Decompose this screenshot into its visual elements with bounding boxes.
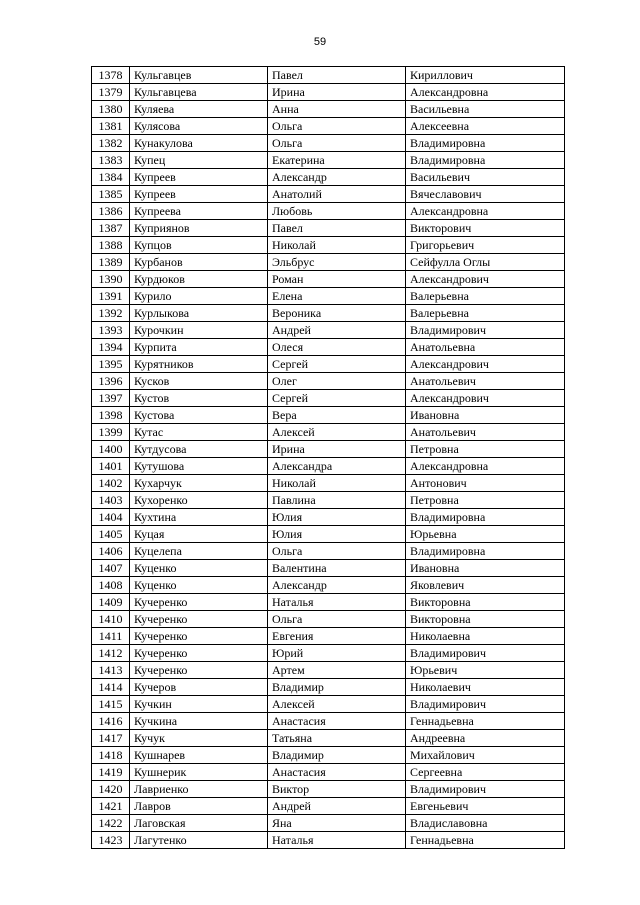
first-name-cell: Павел: [268, 220, 406, 237]
patronymic-cell: Васильевна: [406, 101, 565, 118]
table-row: [92, 730, 565, 747]
table-row: [92, 390, 565, 407]
table-row: [92, 798, 565, 815]
row-number-cell: 1416: [92, 713, 130, 730]
row-number-cell: 1403: [92, 492, 130, 509]
table-row: [92, 101, 565, 118]
row-number-cell: 1380: [92, 101, 130, 118]
table-row: [92, 628, 565, 645]
last-name-cell: Купцов: [130, 237, 268, 254]
row-number-cell: 1407: [92, 560, 130, 577]
last-name-cell: Кухтина: [130, 509, 268, 526]
patronymic-cell: Александрович: [406, 271, 565, 288]
patronymic-cell: Александровна: [406, 84, 565, 101]
last-name-cell: Кучеренко: [130, 662, 268, 679]
table-row: [92, 764, 565, 781]
first-name-cell: Павлина: [268, 492, 406, 509]
row-number-cell: 1390: [92, 271, 130, 288]
first-name-cell: Яна: [268, 815, 406, 832]
last-name-cell: Курятников: [130, 356, 268, 373]
table-row: [92, 560, 565, 577]
first-name-cell: Александр: [268, 577, 406, 594]
first-name-cell: Владимир: [268, 747, 406, 764]
first-name-cell: Елена: [268, 288, 406, 305]
row-number-cell: 1383: [92, 152, 130, 169]
last-name-cell: Кустов: [130, 390, 268, 407]
last-name-cell: Кучеренко: [130, 611, 268, 628]
row-number-cell: 1415: [92, 696, 130, 713]
row-number-cell: 1411: [92, 628, 130, 645]
table-row: [92, 186, 565, 203]
last-name-cell: Кучук: [130, 730, 268, 747]
last-name-cell: Кушнерик: [130, 764, 268, 781]
patronymic-cell: Алексеевна: [406, 118, 565, 135]
patronymic-cell: Антонович: [406, 475, 565, 492]
last-name-cell: Кунакулова: [130, 135, 268, 152]
patronymic-cell: Геннадьевна: [406, 713, 565, 730]
last-name-cell: Кулясова: [130, 118, 268, 135]
table-row: [92, 832, 565, 849]
first-name-cell: Юрий: [268, 645, 406, 662]
first-name-cell: Алексей: [268, 696, 406, 713]
first-name-cell: Ирина: [268, 84, 406, 101]
table-row: [92, 271, 565, 288]
patronymic-cell: Владимировна: [406, 152, 565, 169]
table-row: [92, 713, 565, 730]
table-row: [92, 84, 565, 101]
row-number-cell: 1420: [92, 781, 130, 798]
row-number-cell: 1394: [92, 339, 130, 356]
last-name-cell: Кухарчук: [130, 475, 268, 492]
table-row: [92, 662, 565, 679]
patronymic-cell: Александрович: [406, 390, 565, 407]
table-row: [92, 339, 565, 356]
first-name-cell: Сергей: [268, 356, 406, 373]
table-row: [92, 152, 565, 169]
last-name-cell: Кутушова: [130, 458, 268, 475]
row-number-cell: 1387: [92, 220, 130, 237]
first-name-cell: Ирина: [268, 441, 406, 458]
first-name-cell: Евгения: [268, 628, 406, 645]
last-name-cell: Купец: [130, 152, 268, 169]
first-name-cell: Александр: [268, 169, 406, 186]
patronymic-cell: Кириллович: [406, 67, 565, 84]
row-number-cell: 1405: [92, 526, 130, 543]
last-name-cell: Кустова: [130, 407, 268, 424]
row-number-cell: 1414: [92, 679, 130, 696]
last-name-cell: Курпита: [130, 339, 268, 356]
last-name-cell: Кучеренко: [130, 628, 268, 645]
row-number-cell: 1393: [92, 322, 130, 339]
last-name-cell: Кутдусова: [130, 441, 268, 458]
last-name-cell: Лавров: [130, 798, 268, 815]
row-number-cell: 1408: [92, 577, 130, 594]
first-name-cell: Николай: [268, 237, 406, 254]
last-name-cell: Кульгавцева: [130, 84, 268, 101]
last-name-cell: Курочкин: [130, 322, 268, 339]
row-number-cell: 1400: [92, 441, 130, 458]
patronymic-cell: Анатольевич: [406, 373, 565, 390]
table-row: [92, 237, 565, 254]
first-name-cell: Вероника: [268, 305, 406, 322]
row-number-cell: 1418: [92, 747, 130, 764]
patronymic-cell: Сейфулла Оглы: [406, 254, 565, 271]
first-name-cell: Роман: [268, 271, 406, 288]
patronymic-cell: Петровна: [406, 441, 565, 458]
patronymic-cell: Андреевна: [406, 730, 565, 747]
row-number-cell: 1421: [92, 798, 130, 815]
patronymic-cell: Геннадьевна: [406, 832, 565, 849]
first-name-cell: Ольга: [268, 118, 406, 135]
last-name-cell: Кучеренко: [130, 594, 268, 611]
row-number-cell: 1389: [92, 254, 130, 271]
row-number-cell: 1412: [92, 645, 130, 662]
first-name-cell: Вера: [268, 407, 406, 424]
page-number: 59: [313, 36, 327, 48]
first-name-cell: Екатерина: [268, 152, 406, 169]
last-name-cell: Кучеров: [130, 679, 268, 696]
last-name-cell: Кутас: [130, 424, 268, 441]
table-row: [92, 747, 565, 764]
table-row: [92, 679, 565, 696]
last-name-cell: Купреева: [130, 203, 268, 220]
row-number-cell: 1419: [92, 764, 130, 781]
table-row: [92, 203, 565, 220]
patronymic-cell: Николаевна: [406, 628, 565, 645]
row-number-cell: 1404: [92, 509, 130, 526]
last-name-cell: Кучкин: [130, 696, 268, 713]
table-row: [92, 67, 565, 84]
patronymic-cell: Валерьевна: [406, 288, 565, 305]
row-number-cell: 1392: [92, 305, 130, 322]
last-name-cell: Кушнарев: [130, 747, 268, 764]
first-name-cell: Эльбрус: [268, 254, 406, 271]
table-row: [92, 424, 565, 441]
table-row: [92, 441, 565, 458]
table-row: [92, 526, 565, 543]
patronymic-cell: Васильевич: [406, 169, 565, 186]
row-number-cell: 1413: [92, 662, 130, 679]
first-name-cell: Анна: [268, 101, 406, 118]
last-name-cell: Куприянов: [130, 220, 268, 237]
row-number-cell: 1391: [92, 288, 130, 305]
last-name-cell: Купреев: [130, 186, 268, 203]
patronymic-cell: Григорьевич: [406, 237, 565, 254]
last-name-cell: Кульгавцев: [130, 67, 268, 84]
last-name-cell: Куценко: [130, 577, 268, 594]
patronymic-cell: Петровна: [406, 492, 565, 509]
last-name-cell: Кусков: [130, 373, 268, 390]
last-name-cell: Кучеренко: [130, 645, 268, 662]
row-number-cell: 1423: [92, 832, 130, 849]
patronymic-cell: Владимирович: [406, 781, 565, 798]
first-name-cell: Ольга: [268, 135, 406, 152]
table-row: [92, 645, 565, 662]
row-number-cell: 1397: [92, 390, 130, 407]
row-number-cell: 1409: [92, 594, 130, 611]
patronymic-cell: Викторовна: [406, 611, 565, 628]
names-table: [91, 66, 565, 849]
row-number-cell: 1378: [92, 67, 130, 84]
row-number-cell: 1406: [92, 543, 130, 560]
first-name-cell: Андрей: [268, 798, 406, 815]
first-name-cell: Олег: [268, 373, 406, 390]
table-row: [92, 254, 565, 271]
first-name-cell: Валентина: [268, 560, 406, 577]
patronymic-cell: Михайлович: [406, 747, 565, 764]
patronymic-cell: Владимирович: [406, 696, 565, 713]
table-row: [92, 356, 565, 373]
table-row: [92, 611, 565, 628]
first-name-cell: Сергей: [268, 390, 406, 407]
first-name-cell: Владимир: [268, 679, 406, 696]
row-number-cell: 1401: [92, 458, 130, 475]
row-number-cell: 1402: [92, 475, 130, 492]
row-number-cell: 1398: [92, 407, 130, 424]
row-number-cell: 1386: [92, 203, 130, 220]
last-name-cell: Куцелепа: [130, 543, 268, 560]
patronymic-cell: Евгеньевич: [406, 798, 565, 815]
table-row: [92, 220, 565, 237]
first-name-cell: Андрей: [268, 322, 406, 339]
patronymic-cell: Юрьевна: [406, 526, 565, 543]
table-row: [92, 815, 565, 832]
first-name-cell: Татьяна: [268, 730, 406, 747]
row-number-cell: 1422: [92, 815, 130, 832]
table-row: [92, 543, 565, 560]
patronymic-cell: Александровна: [406, 203, 565, 220]
first-name-cell: Ольга: [268, 543, 406, 560]
table-row: [92, 492, 565, 509]
patronymic-cell: Александрович: [406, 356, 565, 373]
row-number-cell: 1388: [92, 237, 130, 254]
patronymic-cell: Владиславовна: [406, 815, 565, 832]
table-row: [92, 509, 565, 526]
first-name-cell: Наталья: [268, 832, 406, 849]
table-row: [92, 458, 565, 475]
row-number-cell: 1396: [92, 373, 130, 390]
row-number-cell: 1395: [92, 356, 130, 373]
first-name-cell: Наталья: [268, 594, 406, 611]
table-row: [92, 322, 565, 339]
patronymic-cell: Викторович: [406, 220, 565, 237]
first-name-cell: Анастасия: [268, 713, 406, 730]
patronymic-cell: Ивановна: [406, 560, 565, 577]
row-number-cell: 1382: [92, 135, 130, 152]
last-name-cell: Курило: [130, 288, 268, 305]
row-number-cell: 1379: [92, 84, 130, 101]
patronymic-cell: Владимирович: [406, 322, 565, 339]
first-name-cell: Любовь: [268, 203, 406, 220]
patronymic-cell: Владимирович: [406, 645, 565, 662]
patronymic-cell: Владимировна: [406, 543, 565, 560]
patronymic-cell: Юрьевич: [406, 662, 565, 679]
last-name-cell: Лавриенко: [130, 781, 268, 798]
patronymic-cell: Николаевич: [406, 679, 565, 696]
first-name-cell: Юлия: [268, 509, 406, 526]
first-name-cell: Юлия: [268, 526, 406, 543]
table-row: [92, 288, 565, 305]
table-row: [92, 577, 565, 594]
patronymic-cell: Викторовна: [406, 594, 565, 611]
row-number-cell: 1381: [92, 118, 130, 135]
first-name-cell: Анатолий: [268, 186, 406, 203]
last-name-cell: Курлыкова: [130, 305, 268, 322]
last-name-cell: Куценко: [130, 560, 268, 577]
patronymic-cell: Яковлевич: [406, 577, 565, 594]
patronymic-cell: Сергеевна: [406, 764, 565, 781]
patronymic-cell: Валерьевна: [406, 305, 565, 322]
names-table-body: [92, 67, 565, 849]
table-row: [92, 594, 565, 611]
last-name-cell: Лаговская: [130, 815, 268, 832]
table-row: [92, 781, 565, 798]
first-name-cell: Анастасия: [268, 764, 406, 781]
last-name-cell: Кучкина: [130, 713, 268, 730]
last-name-cell: Купреев: [130, 169, 268, 186]
last-name-cell: Куляева: [130, 101, 268, 118]
row-number-cell: 1399: [92, 424, 130, 441]
last-name-cell: Курдюков: [130, 271, 268, 288]
table-row: [92, 373, 565, 390]
row-number-cell: 1410: [92, 611, 130, 628]
row-number-cell: 1384: [92, 169, 130, 186]
table-row: [92, 475, 565, 492]
table-row: [92, 696, 565, 713]
first-name-cell: Артем: [268, 662, 406, 679]
last-name-cell: Курбанов: [130, 254, 268, 271]
first-name-cell: Павел: [268, 67, 406, 84]
row-number-cell: 1385: [92, 186, 130, 203]
table-row: [92, 135, 565, 152]
patronymic-cell: Анатольевна: [406, 339, 565, 356]
row-number-cell: 1417: [92, 730, 130, 747]
first-name-cell: Ольга: [268, 611, 406, 628]
first-name-cell: Алексей: [268, 424, 406, 441]
patronymic-cell: Владимировна: [406, 135, 565, 152]
patronymic-cell: Анатольевич: [406, 424, 565, 441]
patronymic-cell: Ивановна: [406, 407, 565, 424]
patronymic-cell: Владимировна: [406, 509, 565, 526]
table-row: [92, 169, 565, 186]
first-name-cell: Виктор: [268, 781, 406, 798]
first-name-cell: Николай: [268, 475, 406, 492]
table-row: [92, 118, 565, 135]
first-name-cell: Александра: [268, 458, 406, 475]
patronymic-cell: Вячеславович: [406, 186, 565, 203]
last-name-cell: Лагутенко: [130, 832, 268, 849]
patronymic-cell: Александровна: [406, 458, 565, 475]
last-name-cell: Куцая: [130, 526, 268, 543]
table-row: [92, 407, 565, 424]
last-name-cell: Кухоренко: [130, 492, 268, 509]
table-row: [92, 305, 565, 322]
first-name-cell: Олеся: [268, 339, 406, 356]
